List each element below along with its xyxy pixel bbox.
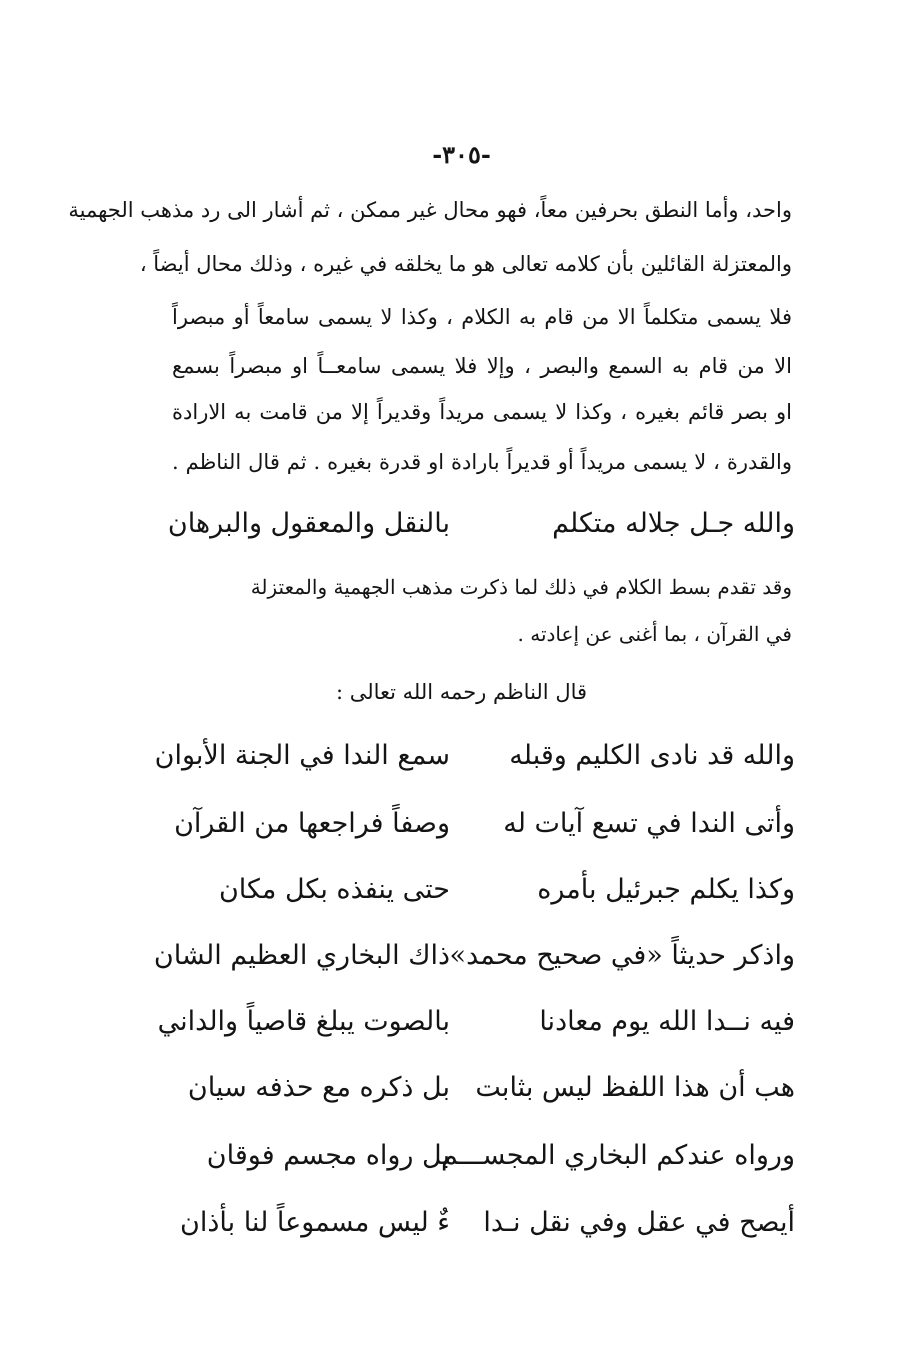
verse-line [157,1006,795,1056]
verse-first-hemistich: وأتى الندا في تسع آيات له [503,808,795,839]
prose-line: فلا يسمى متكلماً الا من قام به الكلام ، وكذا لا يسمى سامعاً أو مبصراً [172,305,792,329]
verse-line [154,740,795,790]
verse-line [165,1207,795,1257]
verse-second-hemistich: بالنقل والمعقول والبرهان [167,508,450,539]
verse-line [165,874,795,924]
verse-line [165,508,795,558]
verse-line [153,940,795,990]
prose-line: او بصر قائم بغيره ، وكذا لا يسمى مريداً وقديراً إلا من قامت به الارادة [172,400,792,424]
verse-first-hemistich: هب أن هذا اللفظ ليس بثابت [475,1072,795,1103]
verse-second-hemistich: سمع الندا في الجنة الأبوان [154,740,450,771]
verse-first-hemistich: والله جـل جلاله متكلم [552,508,795,539]
verse-first-hemistich: أيصح في عقل وفي نقل نـدا [483,1207,795,1238]
page-number: -٣٠٥- [432,140,491,169]
prose-line: الا من قام به السمع والبصر ، وإلا فلا يسمى سامعــاً او مبصراً بسمع [172,354,792,378]
verse-second-hemistich: وصفاً فراجعها من القرآن [174,808,450,839]
verse-second-hemistich: بل رواه مجسم فوقان [206,1140,450,1171]
verse-line [165,1140,795,1190]
verse-first-hemistich: فيه نــدا الله يوم معادنا [539,1006,795,1037]
verse-first-hemistich: واذكر حديثاً «في صحيح محمد» [449,940,795,971]
verse-second-hemistich: بل ذكره مع حذفه سيان [187,1072,450,1103]
prose-line: واحد، وأما النطق بحرفين معاً، فهو محال غير ممكن ، ثم أشار الى رد مذهب الجهمية [68,198,792,222]
prose-line: والقدرة ، لا يسمى مريداً أو قديراً بارادة او قدرة بغيره . ثم قال الناظم . [172,450,792,474]
verse-second-hemistich: ذاك البخاري العظيم الشان [153,940,450,971]
verse-first-hemistich: والله قد نادى الكليم وقبله [509,740,795,771]
verse-line [165,808,795,858]
commentary-line: وقد تقدم بسط الكلام في ذلك لما ذكرت مذهب الجهمية والمعتزلة [250,575,792,599]
verse-first-hemistich: وكذا يكلم جبرئيل بأمره [537,874,795,905]
verse-first-hemistich: ورواه عندكم البخاري المجســـم [440,1140,795,1171]
section-heading: قال الناظم رحمه الله تعالى : [335,680,588,704]
verse-second-hemistich: ءٌ ليس مسموعاً لنا بأذان [180,1207,450,1238]
verse-second-hemistich: بالصوت يبلغ قاصياً والداني [157,1006,450,1037]
verse-line [165,1072,795,1122]
prose-line: والمعتزلة القائلين بأن كلامه تعالى هو ما يخلقه في غيره ، وذلك محال أيضاً ، [139,252,792,276]
commentary-line: في القرآن ، بما أغنى عن إعادته . [517,622,792,646]
verse-second-hemistich: حتى ينفذه بكل مكان [218,874,450,905]
